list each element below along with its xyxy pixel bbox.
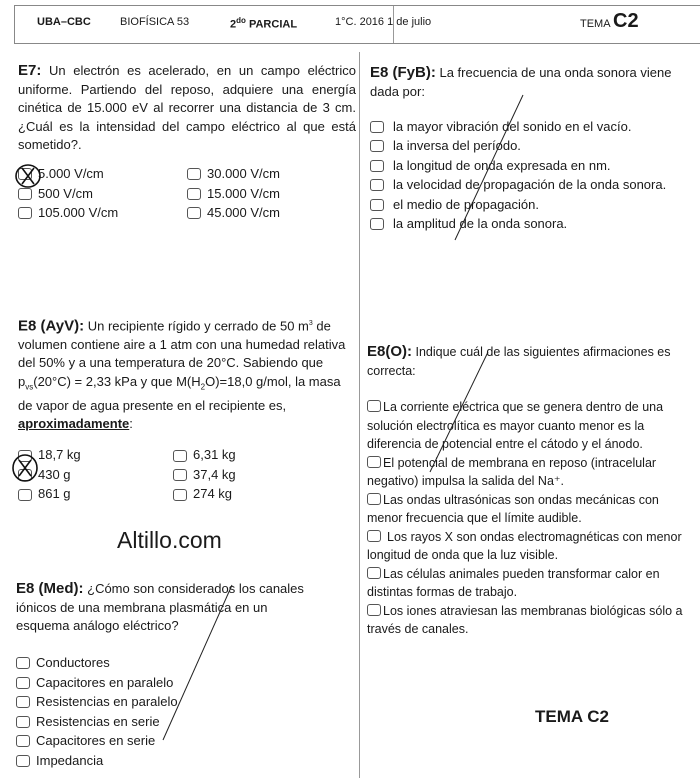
option[interactable]	[173, 465, 348, 485]
checkbox[interactable]	[18, 168, 32, 180]
option-label: Conductores	[36, 655, 110, 670]
option[interactable]	[18, 204, 187, 224]
exam-sup: do	[236, 16, 246, 25]
option-label: La corriente eléctrica que se genera dentro de una solución electrolítica es mayor cuanto menor es la diferencia de potencial entre el cátodo y el ánodo.	[367, 400, 664, 451]
option-label: 5.000 V/cm	[38, 166, 104, 181]
option[interactable]	[187, 165, 356, 185]
option-label: 45.000 V/cm	[207, 205, 280, 220]
checkbox[interactable]	[370, 179, 384, 191]
column-divider	[359, 52, 360, 778]
question-e8-med	[16, 580, 316, 771]
options-right	[173, 446, 348, 505]
option[interactable]	[367, 602, 697, 639]
options-left	[18, 165, 187, 224]
question-tag: E7:	[18, 62, 42, 79]
option-label: 861 g	[38, 486, 71, 502]
option[interactable]	[18, 465, 193, 485]
option[interactable]	[367, 491, 697, 528]
checkbox[interactable]	[173, 450, 187, 462]
option-label: Las ondas ultrasónicas son ondas mecánicas con menor frecuencia que el límite audible.	[367, 492, 659, 525]
option[interactable]	[173, 485, 348, 505]
checkbox[interactable]	[370, 121, 384, 133]
emphasis: aproximadamente	[18, 416, 130, 432]
exam-header	[14, 5, 700, 44]
question-e8-fyb	[370, 64, 688, 234]
option-label: 500 V/cm	[38, 185, 93, 201]
option-label: 6,31 kg	[193, 447, 236, 463]
course: BIOFÍSICA 53	[120, 16, 190, 28]
checkbox[interactable]	[16, 696, 30, 708]
question-tag: E8 (Med):	[16, 580, 84, 597]
option[interactable]	[370, 156, 688, 176]
question-text: La frecuencia de una onda sonora viene dada por:	[370, 65, 672, 99]
question-text: Un electrón es acelerado, en un campo eléctrico uniforme. Partiendo del reposo, adquiere una energía cinética de 15.000 eV al recorrer una distancia de 3 cm. ¿Cuál es la intensidad del campo eléctrico al que está sometido?.	[18, 63, 356, 152]
tema-text: TEMA	[580, 18, 610, 30]
option[interactable]	[16, 732, 316, 752]
option-label: el medio de propagación.	[393, 196, 539, 212]
option[interactable]	[16, 693, 316, 713]
option-label: 18,7 kg	[38, 447, 81, 463]
option-label: la inversa del período.	[393, 138, 521, 153]
text-part: (20°C) = 2,33 kPa y que M(H	[33, 373, 201, 389]
question-e7	[18, 62, 356, 223]
checkbox[interactable]	[18, 207, 32, 219]
checkbox[interactable]	[187, 207, 201, 219]
option-label: Los rayos X son ondas electromagnéticas con menor longitud de onda que la luz visible.	[367, 529, 682, 562]
question-text: ¿Cómo son considerados los canales iónicos de una membrana plasmática en un esquema análogo eléctrico?	[16, 581, 304, 633]
option[interactable]	[187, 204, 356, 224]
option[interactable]	[370, 176, 688, 196]
checkbox[interactable]	[18, 489, 32, 501]
checkbox[interactable]	[367, 604, 381, 616]
option-label: Capacitores en serie	[36, 733, 156, 748]
tema-label	[580, 10, 639, 33]
option[interactable]	[16, 673, 316, 693]
checkbox[interactable]	[18, 188, 32, 200]
option[interactable]	[370, 117, 688, 137]
checkbox[interactable]	[367, 456, 381, 468]
option-label: la velocidad de propagación de la onda sonora.	[393, 177, 667, 192]
checkbox[interactable]	[173, 469, 187, 481]
exam-date: 1°C. 2016 1 de julio	[335, 16, 432, 28]
header-divider	[393, 6, 394, 43]
option[interactable]	[18, 165, 187, 185]
option[interactable]	[16, 751, 316, 771]
option[interactable]	[16, 712, 316, 732]
checkbox[interactable]	[370, 218, 384, 230]
tema-code: C2	[613, 10, 639, 32]
question-tag: E8(O):	[367, 343, 412, 360]
checkbox[interactable]	[370, 140, 384, 152]
footer-tema: TEMA C2	[535, 707, 609, 726]
options	[367, 398, 697, 639]
checkbox[interactable]	[173, 489, 187, 501]
option[interactable]	[18, 184, 187, 204]
option[interactable]	[187, 184, 356, 204]
option[interactable]	[367, 398, 697, 454]
exam-rest: PARCIAL	[245, 18, 298, 31]
option[interactable]	[370, 215, 688, 235]
text-part: :	[129, 416, 133, 432]
subscript: 2	[200, 382, 206, 392]
option-label: 105.000 V/cm	[38, 205, 119, 220]
option-label: Impedancia	[36, 752, 104, 768]
question-e8-ayv	[18, 315, 348, 504]
options-left	[18, 446, 193, 505]
checkbox[interactable]	[187, 188, 201, 200]
option-label: El potencial de membrana en reposo (intracelular negativo) impulsa la salida del Na⁺.	[367, 455, 657, 488]
checkbox[interactable]	[16, 657, 30, 669]
option-label: Los iones atraviesan las membranas biológicas sólo a través de canales.	[367, 603, 683, 636]
checkbox[interactable]	[367, 400, 381, 412]
watermark: Altillo.com	[117, 527, 222, 553]
checkbox[interactable]	[16, 755, 30, 767]
option-label: 15.000 V/cm	[207, 185, 280, 201]
option[interactable]	[367, 528, 697, 565]
option-label: la longitud de onda expresada en nm.	[393, 157, 611, 173]
option-label: 430 g	[38, 466, 71, 482]
option[interactable]	[18, 446, 193, 466]
institution: UBA–CBC	[37, 16, 91, 28]
options	[16, 654, 316, 771]
option[interactable]	[16, 654, 316, 674]
exam-name	[230, 16, 297, 31]
text-part: Un recipiente rígido y cerrado de 50 m	[87, 318, 309, 334]
checkbox[interactable]	[367, 567, 381, 579]
question-tag: E8 (FyB):	[370, 64, 436, 81]
option-label: la amplitud de la onda sonora.	[393, 216, 568, 231]
option[interactable]	[370, 195, 688, 215]
option-label: Resistencias en paralelo	[36, 694, 178, 709]
option-label: 274 kg	[193, 486, 233, 502]
question-e8-o	[367, 343, 697, 639]
question-tag: E8 (AyV):	[18, 317, 85, 335]
option-label: Resistencias en serie	[36, 713, 160, 729]
checkbox[interactable]	[18, 450, 32, 462]
question-text: Indique cuál de las siguientes afirmaciones es correcta:	[367, 345, 671, 378]
options	[370, 117, 688, 234]
options-right	[187, 165, 356, 224]
option[interactable]	[370, 137, 688, 157]
option-label: Capacitores en paralelo	[36, 674, 174, 690]
checkbox[interactable]	[370, 199, 384, 211]
checkbox[interactable]	[367, 530, 381, 542]
superscript: 3	[308, 320, 313, 327]
option-label: Las células animales pueden transformar calor en distintas formas de trabajo.	[367, 566, 660, 599]
checkbox[interactable]	[187, 168, 201, 180]
option-label: 37,4 kg	[193, 466, 236, 482]
option-label: la mayor vibración del sonido en el vacío.	[393, 118, 632, 134]
exam-number: 2	[230, 18, 237, 31]
option[interactable]	[367, 454, 697, 491]
option[interactable]	[18, 485, 193, 505]
checkbox[interactable]	[370, 160, 384, 172]
checkbox[interactable]	[367, 493, 381, 505]
checkbox[interactable]	[16, 677, 30, 689]
option[interactable]	[173, 446, 348, 466]
checkbox[interactable]	[18, 469, 32, 481]
subscript: vs	[25, 382, 34, 392]
checkbox[interactable]	[16, 735, 30, 747]
checkbox[interactable]	[16, 716, 30, 728]
option-label: 30.000 V/cm	[207, 166, 280, 181]
text-part: de volumen contiene aire a 1 atm con una humedad relativa del 50% y a una temperatura de 20°C. Sabiendo que p	[18, 318, 346, 389]
text-part: O)=18,0 g/mol, la masa de vapor de agua presente en el recipiente es,	[18, 373, 341, 413]
option[interactable]	[367, 565, 697, 602]
